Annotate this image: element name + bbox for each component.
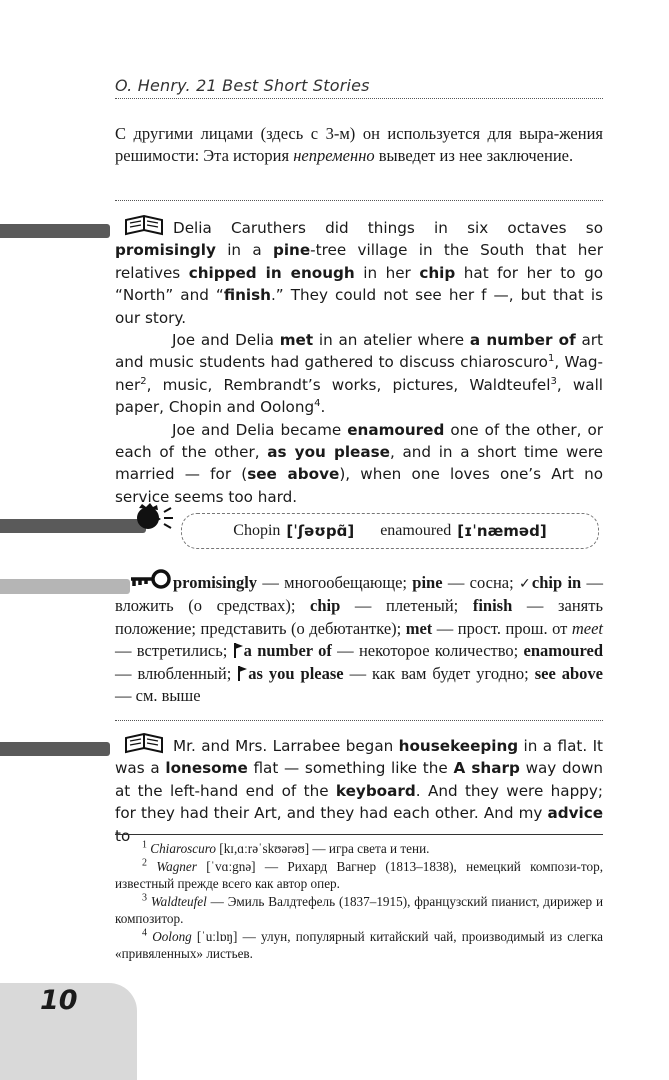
intro-paragraph: С другими лицами (здесь с 3-м) он используется для выра-жения решимости: Эта история непременно выведет из нее заключение.: [115, 124, 603, 165]
footnotes: [115, 840, 603, 963]
reading-bar: [0, 742, 110, 756]
paragraph-3: Joe and Delia became enamoured one of the other, or each of the other, as you please, and in a short time were married — for (see above), when one loves one’s Art no service seems too hard.: [115, 420, 603, 506]
pron-word-2: enamoured: [380, 522, 452, 539]
pronunciation-bar: [0, 519, 146, 533]
flag-icon: [237, 665, 248, 681]
intro-emphasis: непременно: [293, 146, 375, 165]
vocab-bar: [0, 579, 130, 594]
reading-bar: [0, 224, 110, 238]
section-divider: [115, 200, 603, 201]
footnote-ref-2[interactable]: 2: [140, 375, 147, 387]
section-divider: [115, 720, 603, 721]
check-icon: ✓: [518, 576, 532, 592]
paragraph-2: Joe and Delia met in an atelier where a number of art and music students had gathered to discuss chiaroscuro$^1$, Wag-ner$^2$, music, Rembrandt’s works, pictures, Waldteufel$^3$, wall paper, Chopin and Oolong$^4$.: [115, 331, 604, 417]
reading-text-2: Mr. and Mrs. Larrabee began housekeeping in a flat. It was a lonesome flat — something like the A sharp way down at the left-hand end of the keyboard. And they were happy; for they had their Art, and they had each other. And my advice to: [115, 737, 603, 845]
flag-icon: [233, 642, 244, 658]
footnote-ref-4[interactable]: 4: [314, 398, 321, 410]
pron-transcription-2: [ɪˈnæməd]: [457, 522, 547, 540]
footnote-1: $^1$ Chiaroscuro [kɪ,ɑːrəˈskʊərəʊ] — игра света и тени.: [142, 839, 430, 856]
footnote-3: $^3$ Waldteufel — Эмиль Валдтефель (1837–1915), французский пианист, дирижер и композитор.: [115, 892, 604, 926]
speaking-head-icon: [134, 502, 176, 534]
footnote-ref-1[interactable]: 1: [547, 353, 555, 365]
paragraph-1: Delia Caruthers did things in six octaves so promisingly in a pine-tree village in the South that her relatives chipped in enough in her chip hat for her to go “North” and “finish.” They could not see her f —, but that is our story.: [115, 219, 604, 327]
reading-text-1: [115, 217, 603, 508]
page-number: 10: [40, 985, 78, 1016]
footnote-rule: [115, 834, 603, 835]
pron-transcription-1: [ˈʃəʊpɑ̃]: [286, 522, 355, 540]
footnote-2: $^2$ Wagner [ˈvɑːgnə] — Рихард Вагнер (1813–1838), немецкий компози-тор, известный прежде всего как автор опер.: [115, 857, 603, 891]
footnote-ref-3[interactable]: 3: [550, 375, 557, 387]
pronunciation-box: [181, 513, 599, 549]
pron-word-1: Chopin: [233, 522, 281, 539]
vocabulary-list: promisingly — многообещающе; pine — сосна; ✓chip in — вложить (о средствах); chip — плетеный; finish — занять положение; представить (о дебютантке); met — прост. прош. от meet — встретились; a number of — некоторое количество; enamoured — влюбленный; as you please — как вам будет угодно; see above — см. выше: [115, 573, 604, 706]
running-header: O. Henry. 21 Best Short Stories: [115, 76, 370, 95]
header-divider: [115, 98, 603, 99]
footnote-4: $^4$ Oolong [ˈuːlɒŋ] — улун, популярный китайский чай, производимый из слегка «привяленных» листьев.: [115, 927, 603, 961]
